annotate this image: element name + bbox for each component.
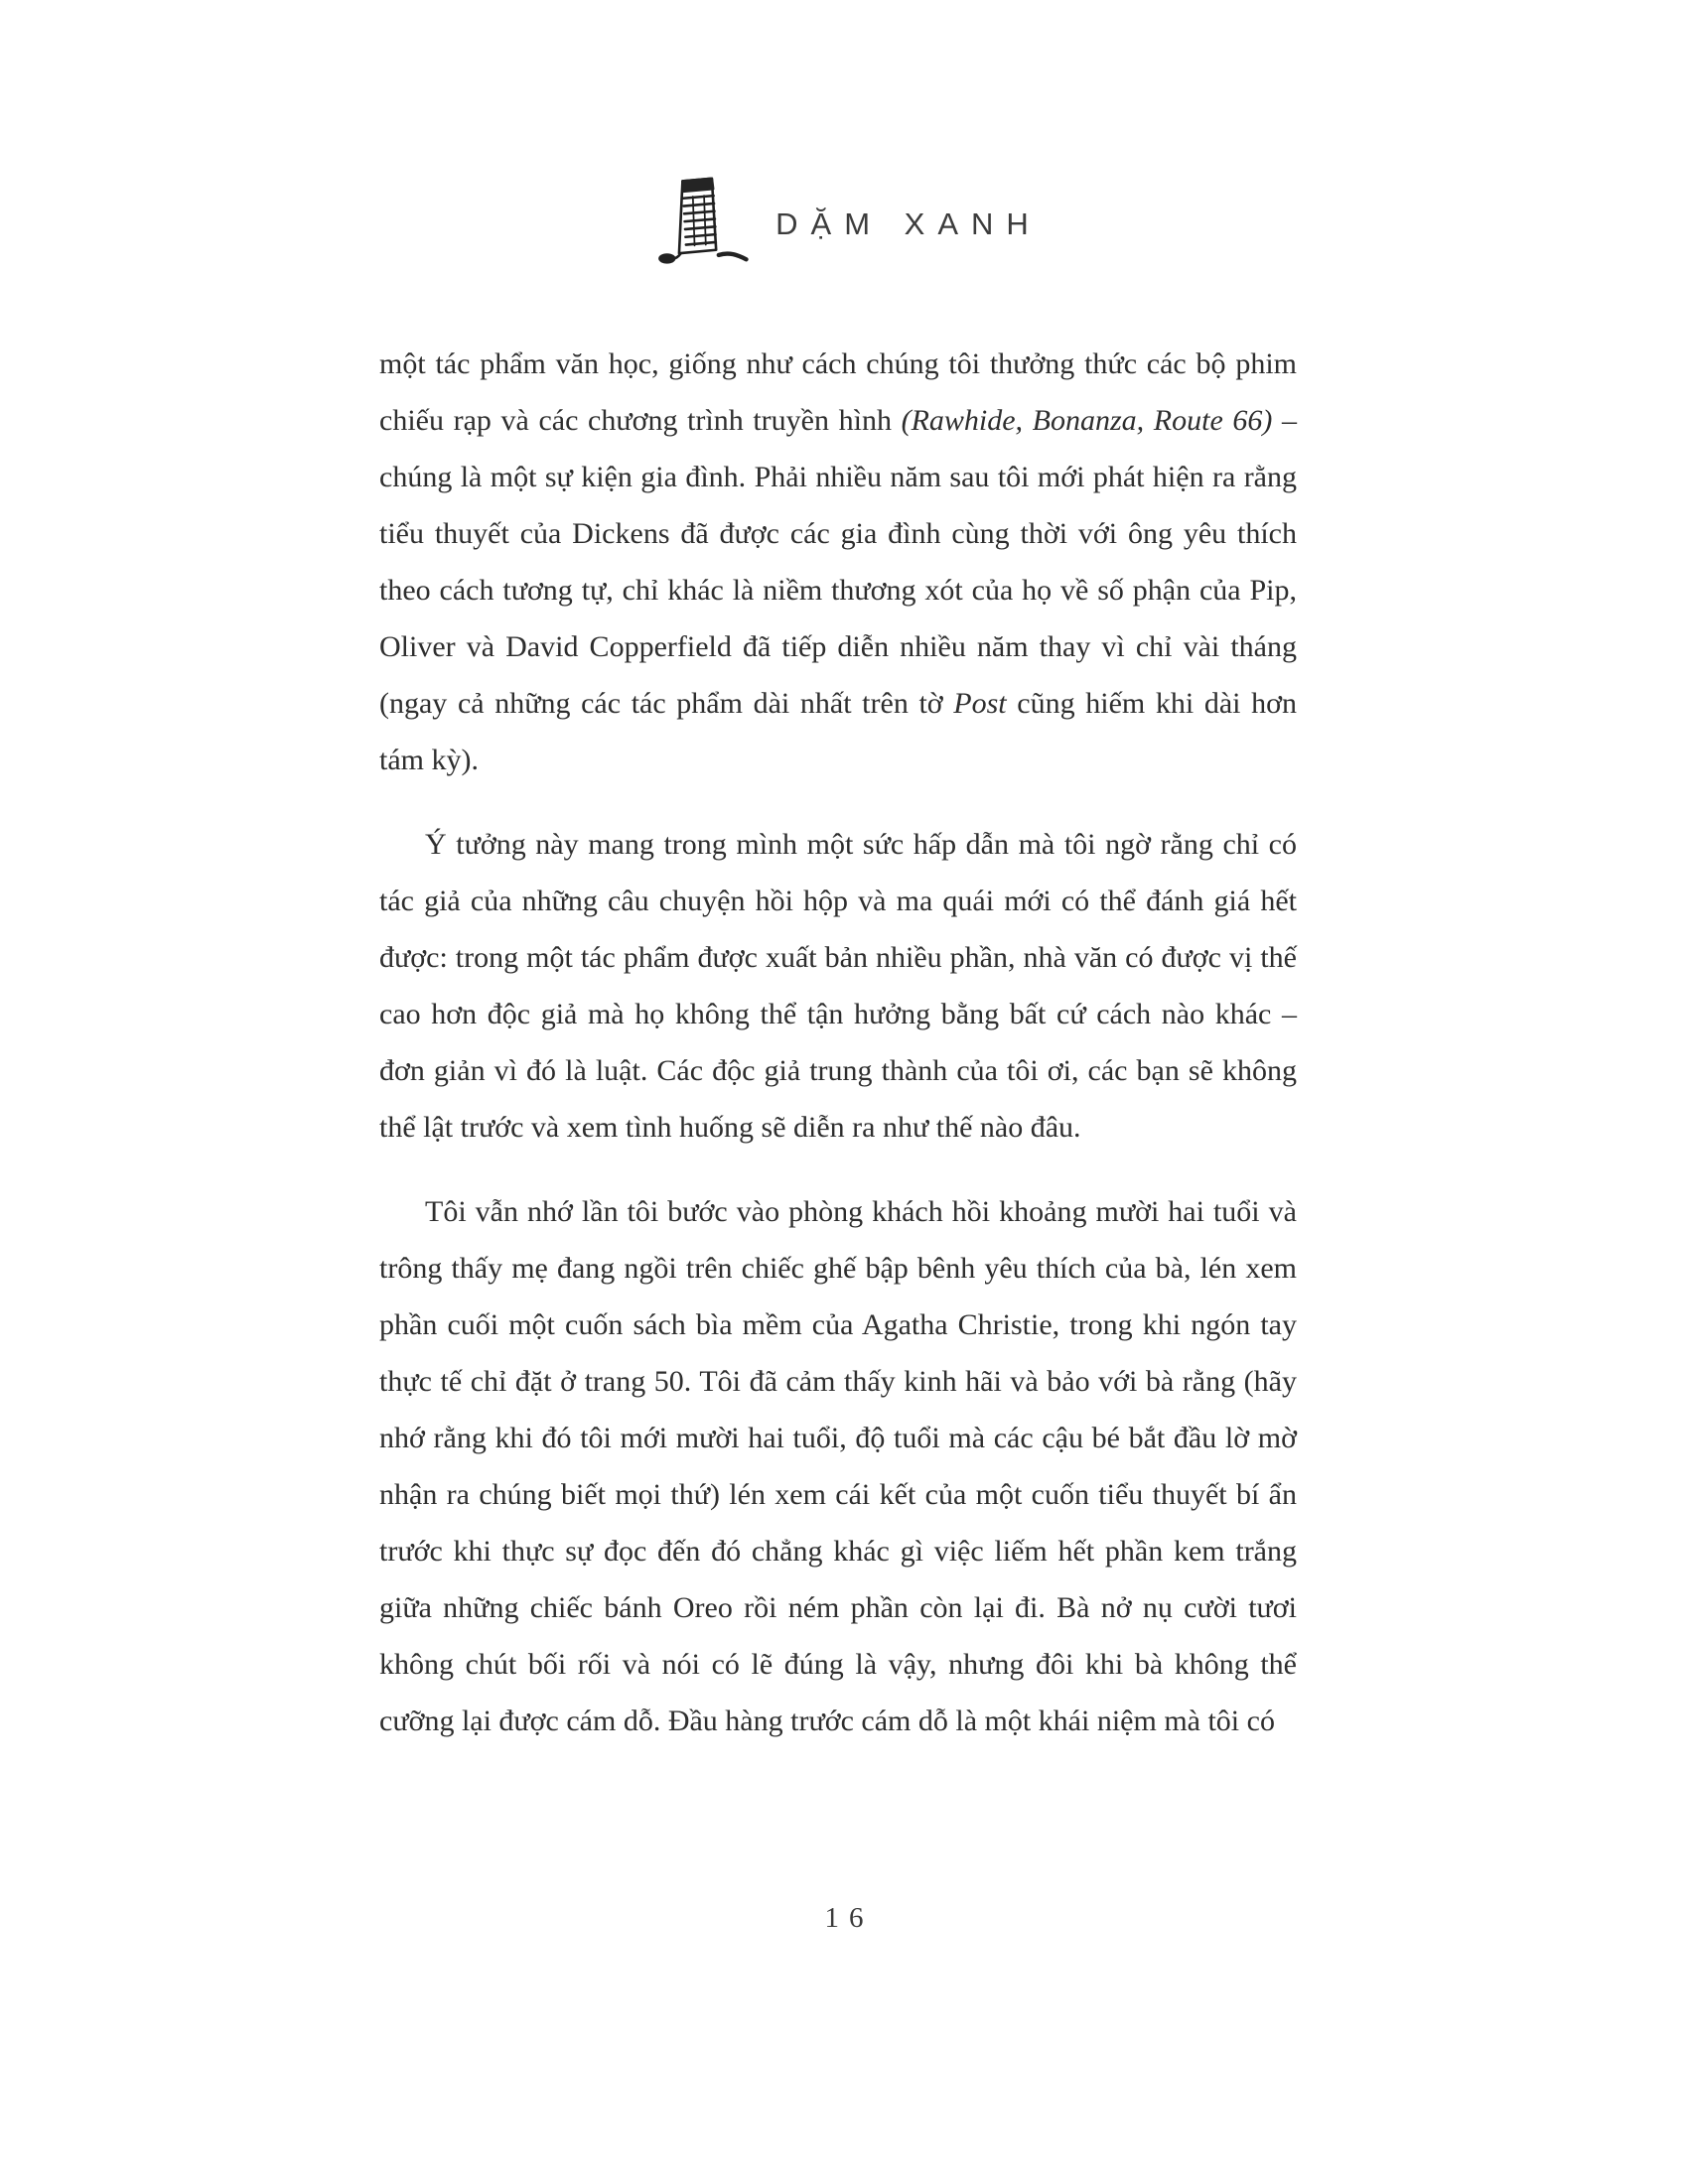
text-segment: – chúng là một sự kiện gia đình. Phải nhiều năm sau tôi mới phát hiện ra rằng tiểu thuyết của Dickens đã được các gia đình cùng thời với ông yêu thích theo cách tương tự, chỉ khác là niềm thương xót của họ về số phận của Pip, Oliver và David Copperfield đã tiếp diễn nhiều năm thay vì chỉ vài tháng (ngay cả những các tác phẩm dài nhất trên tờ xyxy=(379,404,1298,720)
paragraph xyxy=(379,816,1297,1156)
text-segment: Ý tưởng này mang trong mình một sức hấp dẫn mà tôi ngờ rằng chỉ có tác giả của những câu chuyện hồi hộp và ma quái mới có thể đánh giá hết được: trong một tác phẩm được xuất bản nhiều phần, nhà văn có được vị thế cao hơn độc giả mà họ không thể tận hưởng bằng bất cứ cách nào khác – đơn giản vì đó là luật. Các độc giả trung thành của tôi ơi, các bạn sẽ không thể lật trước và xem tình huống sẽ diễn ra như thế nào đâu. xyxy=(379,828,1297,1144)
text-segment: một tác phẩm văn học, giống như cách chúng tôi thưởng thức các bộ phim chiếu rạp và các chương trình truyền hình xyxy=(379,347,1297,437)
prison-tower-sketch-icon xyxy=(646,173,750,272)
italic-text-segment: Post xyxy=(953,687,1007,720)
paragraph xyxy=(379,1183,1297,1749)
page-number: 16 xyxy=(824,1902,874,1934)
paragraph xyxy=(379,336,1297,788)
text-segment: Tôi vẫn nhớ lần tôi bước vào phòng khách hồi khoảng mười hai tuổi và trông thấy mẹ đang ngồi trên chiếc ghế bập bênh yêu thích của bà, lén xem phần cuối một cuốn sách bìa mềm của Agatha Christie, trong khi ngón tay thực tế chỉ đặt ở trang 50. Tôi đã cảm thấy kinh hãi và bảo với bà rằng (hãy nhớ rằng khi đó tôi mới mười hai tuổi, độ tuổi mà các cậu bé bắt đầu lờ mờ nhận ra chúng biết mọi thứ) lén xem cái kết của một cuốn tiểu thuyết bí ẩn trước khi thực sự đọc đến đó chẳng khác gì việc liếm hết phần kem trắng giữa những chiếc bánh Oreo rồi ném phần còn lại đi. Bà nở nụ cười tươi không chút bối rối và nói có lẽ đúng là vậy, nhưng đôi khi bà không thể cưỡng lại được cám dỗ. Đầu hàng trước cám dỗ là một khái niệm mà tôi có xyxy=(379,1195,1297,1737)
body-text xyxy=(379,336,1297,1777)
text-segment: cũng hiếm khi dài hơn tám kỳ). xyxy=(379,687,1297,776)
italic-text-segment: (Rawhide, Bonanza, Route 66) xyxy=(901,404,1273,437)
page-header xyxy=(0,177,1688,272)
book-title: DẶM XANH xyxy=(775,206,1042,241)
